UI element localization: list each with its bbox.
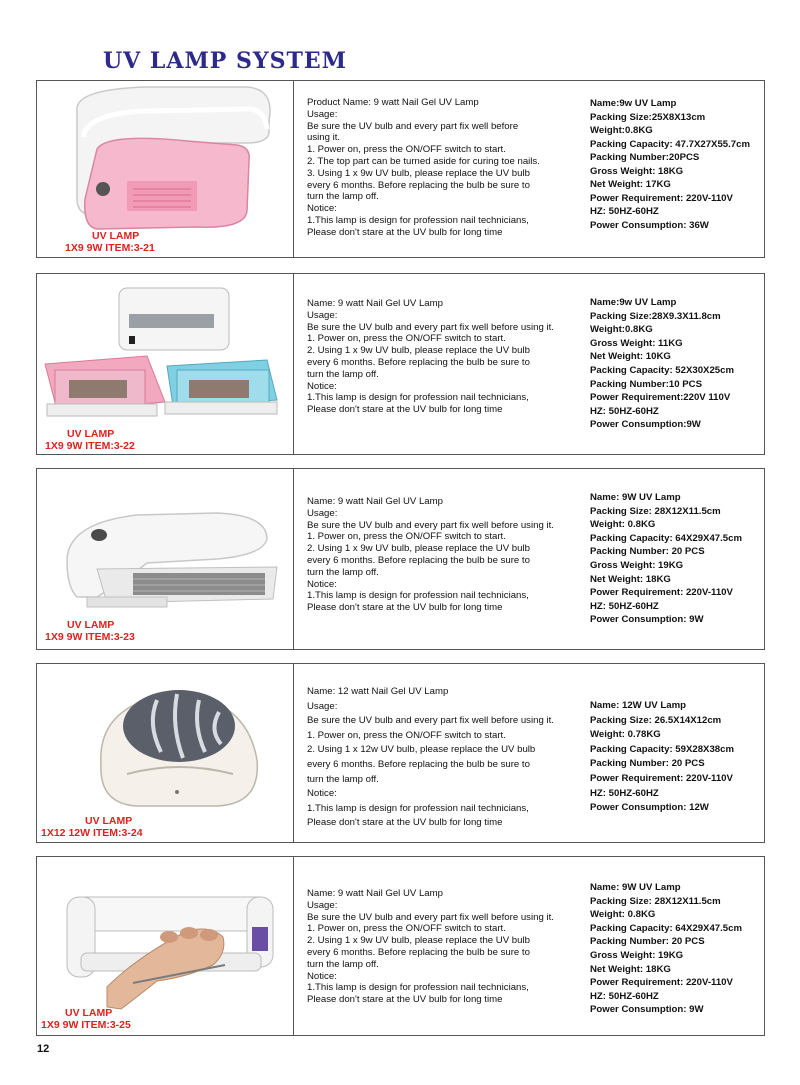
product-caption: UV LAMP 1X9 9W ITEM:3-22 — [45, 428, 135, 452]
product-caption: UV LAMP 1X9 9W ITEM:3-23 — [45, 619, 135, 643]
product-caption: UV LAMP 1X9 9W ITEM:3-25 — [41, 1007, 131, 1031]
product-image-3-21 — [37, 81, 293, 257]
product-image-3-25 — [37, 857, 293, 1035]
product-image-3-24 — [37, 664, 293, 842]
product-row-3-23 — [36, 468, 765, 650]
product-image-3-22 — [37, 274, 293, 454]
product-specs: Name: 12W UV Lamp Packing Size: 26.5X14X12cm Weight: 0.78KG Packing Capacity: 59X28X38cm Packing Number: 20 PCS Power Requirement: 220V-110V HZ: 50HZ-60HZ Power Consumption: 12W — [590, 700, 734, 814]
product-description: Name: 9 watt Nail Gel UV Lamp Usage: Be sure the UV bulb and every part fix well before using it. 1. Power on, press the ON/OFF switch to start. 2. Using 1 x 9w UV bulb, please replace the UV bulb every 6 months. Before replacing the bulb be sure to turn the lamp off. Notice: 1.This lamp is design for profession nail technicians, Please don't stare at the UV bulb for long time — [307, 298, 554, 416]
product-row-3-21 — [36, 80, 765, 258]
product-description: Product Name: 9 watt Nail Gel UV Lamp Usage: Be sure the UV bulb and every part fix well before using it. 1. Power on, press the ON/OFF switch to start. 2. The top part can be turned aside for curing toe nails. 3. Using 1 x 9w UV bulb, please replace the UV bulb every 6 months. Before replacing the bulb be sure to turn the lamp off. Notice: 1.This lamp is design for profession nail technicians, Please don't stare at the UV bulb for long time — [307, 97, 540, 238]
product-specs: Name: 9W UV Lamp Packing Size: 28X12X11.5cm Weight: 0.8KG Packing Capacity: 64X29X47.5cm Packing Number: 20 PCS Gross Weight: 19KG Net Weight: 18KG Power Requirement: 220V-110V HZ: 50HZ-60HZ Power Consumption: 9W — [590, 882, 742, 1016]
page-number: 12 — [37, 1043, 50, 1055]
product-specs: Name:9w UV Lamp Packing Size:28X9.3X11.8cm Weight:0.8KG Gross Weight: 11KG Net Weight: 10KG Packing Capacity: 52X30X25cm Packing Number:10 PCS Power Requirement:220V 110V HZ: 50HZ-60HZ Power Consumption:9W — [590, 297, 734, 431]
product-caption: UV LAMP 1X12 12W ITEM:3-24 — [41, 815, 143, 839]
product-description: Name: 9 watt Nail Gel UV Lamp Usage: Be sure the UV bulb and every part fix well before using it. 1. Power on, press the ON/OFF switch to start. 2. Using 1 x 9w UV bulb, please replace the UV bulb every 6 months. Before replacing the bulb be sure to turn the lamp off. Notice: 1.This lamp is design for profession nail technicians, Please don't stare at the UV bulb for long time — [307, 888, 554, 1006]
product-specs: Name:9w UV Lamp Packing Size:25X8X13cm Weight:0.8KG Packing Capacity: 47.7X27X55.7cm Packing Number:20PCS Gross Weight: 18KG Net Weight: 17KG Power Requirement: 220V-110V HZ: 50HZ-60HZ Power Consumption: 36W — [590, 98, 750, 231]
column-divider — [293, 857, 294, 1035]
product-row-3-25 — [36, 856, 765, 1036]
column-divider — [293, 274, 294, 454]
product-caption: UV LAMP 1X9 9W ITEM:3-21 — [65, 230, 155, 254]
product-specs: Name: 9W UV Lamp Packing Size: 28X12X11.5cm Weight: 0.8KG Packing Capacity: 64X29X47.5cm Packing Number: 20 PCS Gross Weight: 19KG Net Weight: 18KG Power Requirement: 220V-110V HZ: 50HZ-60HZ Power Consumption: 9W — [590, 492, 742, 626]
column-divider — [293, 664, 294, 842]
page-title: UV LAMP SYSTEM — [103, 48, 347, 74]
column-divider — [293, 469, 294, 649]
column-divider — [293, 81, 294, 257]
product-description: Name: 12 watt Nail Gel UV Lamp Usage: Be sure the UV bulb and every part fix well before using it. 1. Power on, press the ON/OFF switch to start. 2. Using 1 x 12w UV bulb, please replace the UV bulb every 6 months. Before replacing the bulb be sure to turn the lamp off. Notice: 1.This lamp is design for profession nail technicians, Please don't stare at the UV bulb for long time — [307, 686, 554, 829]
product-image-3-23 — [37, 469, 293, 649]
product-row-3-24 — [36, 663, 765, 843]
product-row-3-22 — [36, 273, 765, 455]
product-description: Name: 9 watt Nail Gel UV Lamp Usage: Be sure the UV bulb and every part fix well before using it. 1. Power on, press the ON/OFF switch to start. 2. Using 1 x 9w UV bulb, please replace the UV bulb every 6 months. Before replacing the bulb be sure to turn the lamp off. Notice: 1.This lamp is design for profession nail technicians, Please don't stare at the UV bulb for long time — [307, 496, 554, 614]
